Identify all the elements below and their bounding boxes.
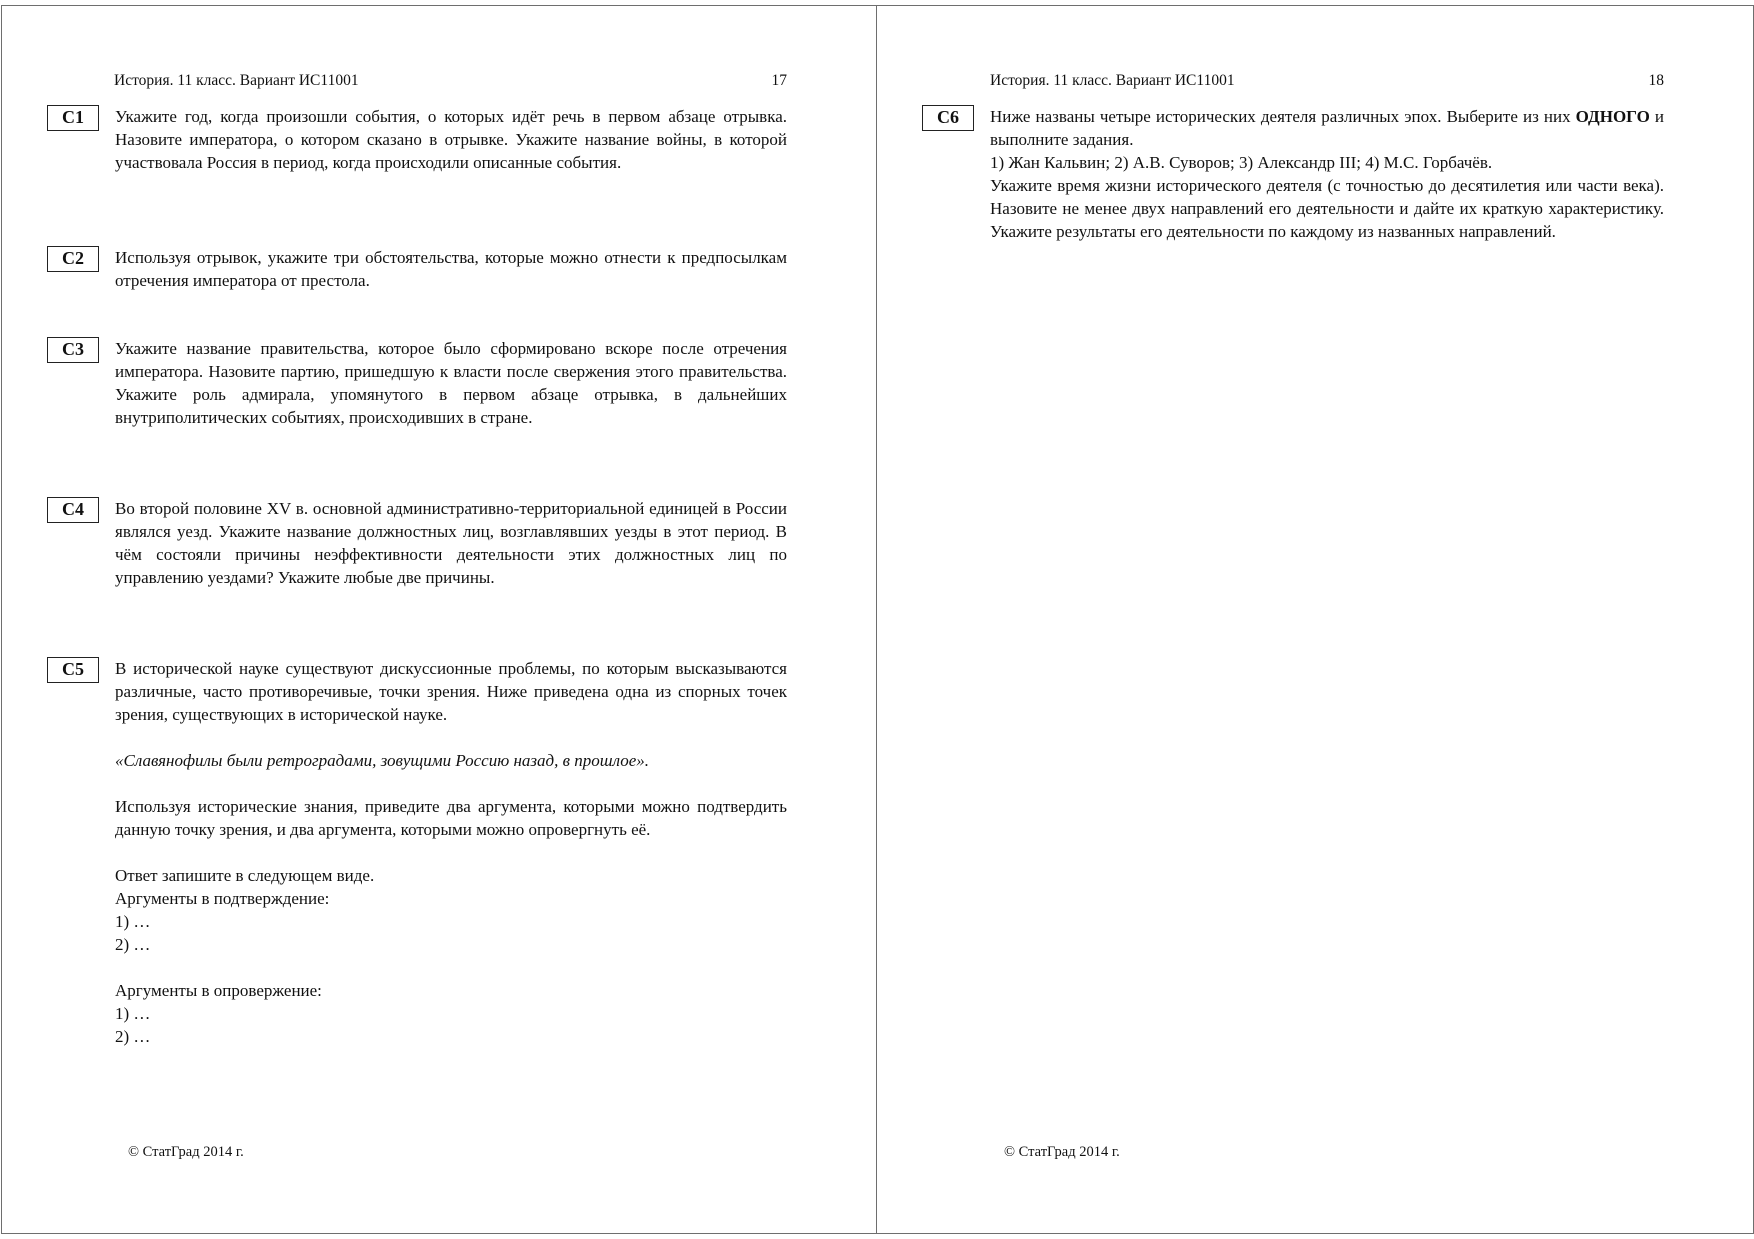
copyright-footer: © СтатГрад 2014 г. (1004, 1144, 1120, 1160)
task-text (115, 337, 787, 429)
refute-label: Аргументы в опровержение: (115, 981, 322, 1000)
bold-emphasis: ОДНОГО (1575, 107, 1650, 126)
task-instruction: Используя исторические знания, приведите два аргумента, которыми можно подтвердить данную точку зрения, и два аргумента, которыми можно опровергнуть её. (115, 797, 787, 839)
copyright-footer: © СтатГрад 2014 г. (128, 1144, 244, 1160)
task-intro: В исторической науке существуют дискуссионные проблемы, по которым высказываются различные, часто противоречивые, точки зрения. Ниже приведена одна из спорных точек зрения, существующих в исторической науке. (115, 659, 787, 724)
task-paragraph: Во второй половине XV в. основной административно-территориальной единицей в России являлся уезд. Укажите название должностных лиц, возглавлявших уезды в этот период. В чём состояли причины неэффективности деятельности этих должностных лиц по управлению уездами? Укажите любые две причины. (115, 499, 787, 587)
header-title: История. 11 класс. Вариант ИС11001 (114, 72, 359, 89)
page-header (114, 70, 787, 92)
task-quote: «Славянофилы были ретроградами, зовущими Россию назад, в прошлое». (115, 751, 650, 770)
task-text (115, 657, 787, 1048)
task-intro (990, 105, 1664, 151)
left-page (1, 5, 877, 1234)
task-instruction: Укажите время жизни исторического деятеля (с точностью до десятилетия или части века). Назовите не менее двух направлений его деятельности и дайте их краткую характеристику. Укажите результаты его деятельности по каждому из названных направлений. (990, 176, 1664, 241)
task-paragraph: Используя отрывок, укажите три обстоятельства, которые можно отнести к предпосылкам отречения императора от престола. (115, 248, 787, 290)
page-header (990, 70, 1664, 92)
right-page (876, 5, 1754, 1234)
task-paragraph: Укажите название правительства, которое было сформировано вскоре после отречения императора. Назовите партию, пришедшую к власти после свержения этого правительства. Укажите роль адмирала, упомянутого в первом абзаце отрывка, в дальнейших внутриполитических событиях, происходивших в стране. (115, 339, 787, 427)
page-number: 17 (771, 72, 787, 89)
confirm-label: Аргументы в подтверждение: (115, 889, 330, 908)
page-number: 18 (1648, 72, 1664, 89)
answer-format: Ответ запишите в следующем виде. (115, 866, 375, 885)
header-title: История. 11 класс. Вариант ИС11001 (990, 72, 1235, 89)
refute-item: 1) … (115, 1004, 151, 1023)
confirm-item: 2) … (115, 935, 151, 954)
task-code: С2 (47, 246, 99, 272)
task-code: С4 (47, 497, 99, 523)
task-code: С3 (47, 337, 99, 363)
task-text (115, 246, 787, 292)
task-code: С1 (47, 105, 99, 131)
intro-text: Ниже названы четыре исторических деятеля различных эпох. Выберите из них (990, 107, 1576, 126)
task-text (990, 105, 1664, 243)
task-code: С5 (47, 657, 99, 683)
intro-text-end: и выполните задания. (990, 107, 1664, 149)
task-text (115, 497, 787, 589)
figures-list: 1) Жан Кальвин; 2) А.В. Суворов; 3) Александр III; 4) М.С. Горбачёв. (990, 153, 1493, 172)
confirm-item: 1) … (115, 912, 151, 931)
task-paragraph: Укажите год, когда произошли события, о которых идёт речь в первом абзаце отрывка. Назовите императора, о котором сказано в отрывке. Укажите название войны, в которой участвовала Россия в период, когда происходили описанные события. (115, 107, 787, 172)
refute-item: 2) … (115, 1027, 151, 1046)
task-code: С6 (922, 105, 974, 131)
task-text (115, 105, 787, 174)
